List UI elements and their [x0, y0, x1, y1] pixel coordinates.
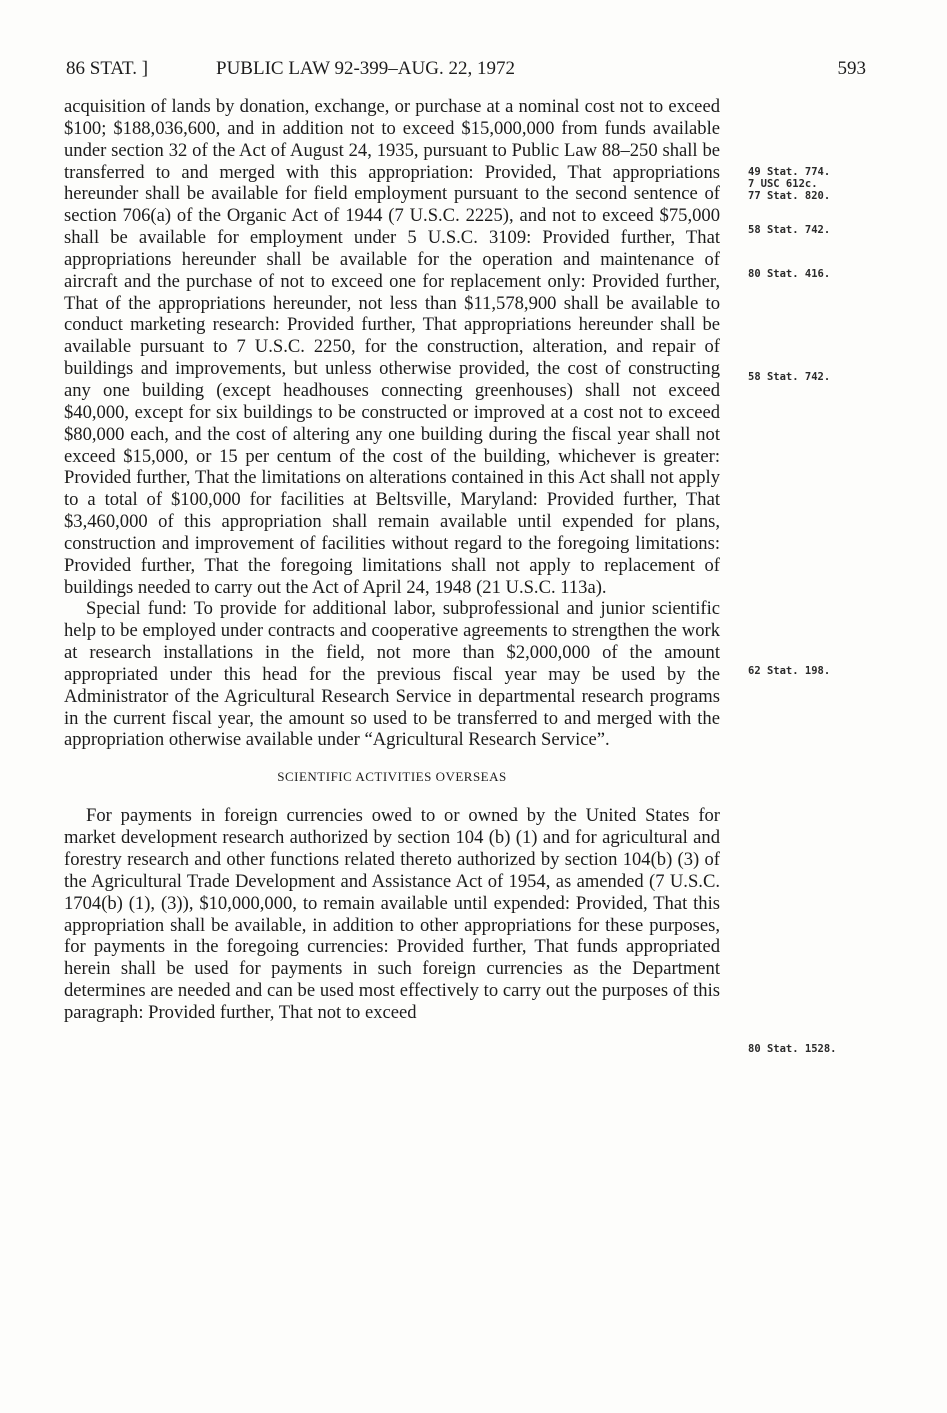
margin-citation-6: 80 Stat. 1528.: [748, 1043, 837, 1055]
margin-citation-1: 49 Stat. 774. 7 USC 612c. 77 Stat. 820.: [748, 166, 831, 202]
page-header: [66, 58, 866, 84]
main-text: [64, 96, 720, 1024]
section-heading: SCIENTIFIC ACTIVITIES OVERSEAS: [277, 769, 507, 785]
margin-citation-4: 58 Stat. 742.: [748, 371, 831, 383]
margin-citation-2: 58 Stat. 742.: [748, 224, 831, 236]
paragraph-continuation: acquisition of lands by donation, exchange, or purchase at a nominal cost not to exceed $100; $188,036,600, and in addition not to exceed $15,000,000 from funds available under section 32 of the Act of August 24, 1935, pursuant to Public Law 88–250 shall be transferred to and merged with this appropriation: Provided, That appropriations hereunder shall be available for field employment pursuant to the second sentence of section 706(a) of the Organic Act of 1944 (7 U.S.C. 2225), and not to exceed $75,000 shall be available for employment under 5 U.S.C. 3109: Provided further, That appropriations hereunder shall be available for the operation and maintenance of aircraft and the purchase of not to exceed one for replacement only: Provided further, That of the appropriations hereunder, not less than $11,578,900 shall be available to conduct marketing research: Provided further, That appropriations hereunder shall be available pursuant to 7 U.S.C. 2250, for the construction, alteration, and repair of buildings and improvements, but unless otherwise provided, the cost of constructing any one building (except headhouses connecting greenhouses) shall not exceed $40,000, except for six buildings to be constructed or improved at a cost not to exceed $80,000 each, and the cost of altering any one building during the fiscal year shall not exceed $15,000, or 15 per centum of the cost of the building, whichever is greater: Provided further, That the limitations on alterations contained in this Act shall not apply to a total of $100,000 for facilities at Beltsville, Maryland: Provided further, That $3,460,000 of this appropriation shall remain available until expended for plans, construction and improvement of facilities without regard to the foregoing limitations: Provided further, That the foregoing limitations shall not apply to replacement of buildings needed to carry out the Act of April 24, 1948 (21 U.S.C. 113a).: [64, 96, 720, 598]
margin-citation-3: 80 Stat. 416.: [748, 268, 831, 280]
page-title: PUBLIC LAW 92-399–AUG. 22, 1972: [216, 58, 515, 79]
paragraph-special-fund: Special fund: To provide for additional labor, subprofessional and junior scientific help to be employed under contracts and cooperative agreements to strengthen the work at research installations in the field, not more than $2,000,000 of the amount appropriated under this head for the previous fiscal year may be used by the Administrator of the Agricultural Research Service in departmental research programs in the current fiscal year, the amount so used to be transferred to and merged with the appropriation otherwise available under “Agricultural Research Service”.: [64, 598, 720, 751]
statute-volume-ref: 86 STAT. ]: [66, 58, 149, 79]
page-number: 593: [837, 58, 866, 79]
paragraph-scientific-activities: For payments in foreign currencies owed to or owned by the United States for market development research authorized by section 104 (b) (1) and for agricultural and forestry research and other functions related thereto authorized by section 104(b) (3) of the Agricultural Trade Development and Assistance Act of 1954, as amended (7 U.S.C. 1704(b) (1), (3)), $10,000,000, to remain available until expended: Provided, That this appropriation shall be available, in addition to other appropriations for these purposes, for payments in the foregoing currencies: Provided further, That funds appropriated herein shall be used for payments in such foreign currencies as the Department determines are needed and can be used most effectively to carry out the purposes of this paragraph: Provided further, That not to exceed: [64, 805, 720, 1023]
margin-citation-5: 62 Stat. 198.: [748, 665, 831, 677]
